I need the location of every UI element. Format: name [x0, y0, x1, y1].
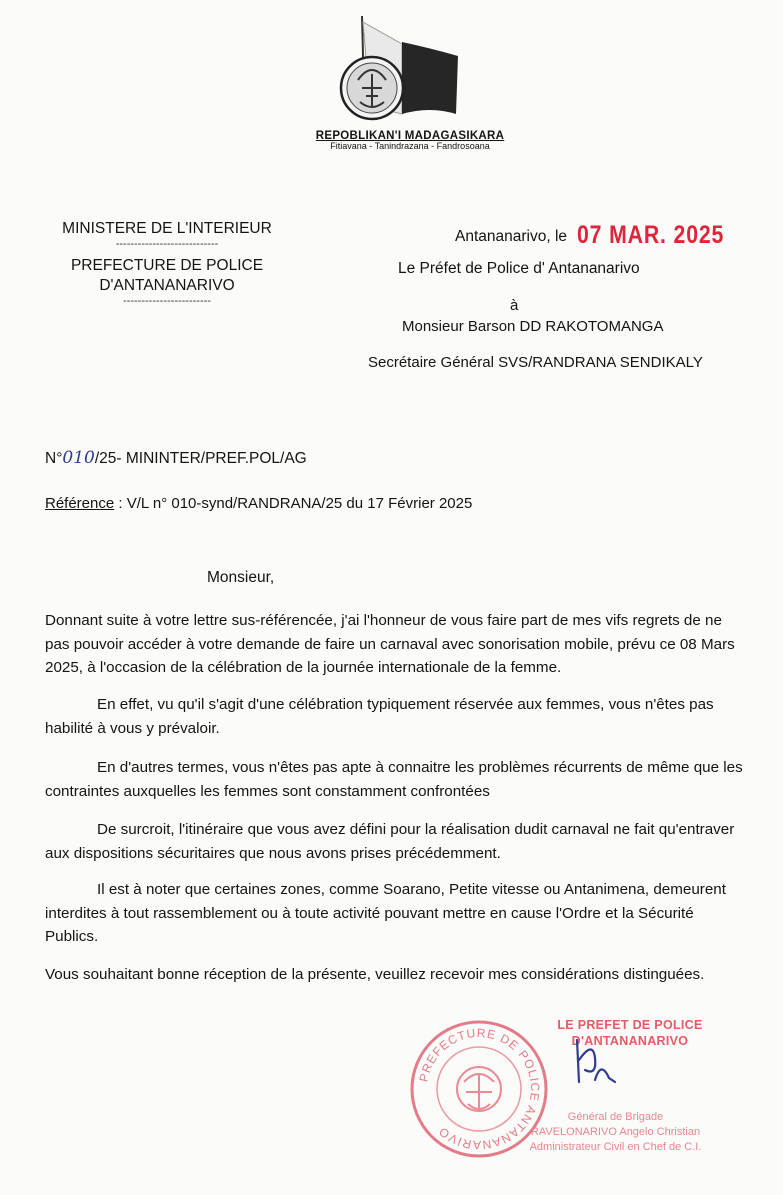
date-line — [455, 219, 751, 248]
prefecture-line1: PREFECTURE DE POLICE — [70, 257, 264, 274]
separator-dashes: ---------------------------- — [115, 238, 219, 250]
paragraph-2: En effet, vu qu'il s'agit d'une célébration typiquement réservée aux femmes, vous n'êtes pas habilité à vous y prévaloir. — [45, 696, 714, 737]
date-stamp: 07 MAR. 2025 — [577, 221, 725, 249]
republic-title — [260, 130, 560, 151]
issuer-block — [40, 219, 294, 307]
paragraph-5: Il est à noter que certaines zones, comme Soarano, Petite vitesse ou Antanimena, demeurent interdites à tout rassemblement ou à toute activité pouvant mettre en cause l'Ordre et la Sécurité Publics. — [45, 881, 726, 945]
reference-line — [45, 495, 472, 512]
date-place: Antananarivo, le — [455, 228, 568, 245]
reference-value: : V/L n° 010-synd/RANDRANA/25 du 17 Février 2025 — [114, 495, 473, 512]
letter-number — [45, 448, 307, 468]
salutation: Monsieur, — [207, 569, 275, 586]
reference-label: Référence — [45, 495, 115, 512]
closing-paragraph: Vous souhaitant bonne réception de la présente, veuillez recevoir mes considérations distinguées. — [45, 966, 705, 983]
stamp-ring-text: PREFECTURE DE POLICE ANTANANARIVO — [416, 1025, 543, 1153]
signatory-details — [503, 1110, 728, 1155]
number-suffix: /25- MININTER/PREF.POL/AG — [94, 450, 307, 467]
paragraph-1: Donnant suite à votre lettre sus-référencée, j'ai l'honneur de vous faire part de mes vifs regrets de ne pas pouvoir accéder à votre demande de faire un carnaval avec sonorisation mobile, prévu ce 08 Mars 2025, à l'occasion de la célébration de la journée internationale de la femme. — [45, 612, 735, 676]
country-name: REPOBLIKAN'I MADAGASIKARA — [315, 130, 505, 142]
signatory-title-line1: LE PREFET DE POLICE — [557, 1018, 703, 1032]
signatory-name: RAVELONARIVO Angelo Christian — [530, 1126, 701, 1138]
signatory-title-line2: D'ANTANANARIVO — [571, 1034, 689, 1048]
paragraph-4: De surcroit, l'itinéraire que vous avez défini pour la réalisation dudit carnaval ne fait qu'entraver aux dispositions sécuritaires que nous avons prises précédemment. — [45, 821, 735, 862]
separator-dashes-2: ------------------------ — [123, 295, 211, 307]
national-emblem — [330, 14, 470, 132]
recipient-prefix: à — [510, 297, 519, 314]
signatory-rank: Général de Brigade — [567, 1111, 664, 1123]
recipient-name: Monsieur Barson DD RAKOTOMANGA — [402, 318, 664, 335]
prefecture-line2: D'ANTANANARIVO — [99, 277, 235, 294]
handwritten-signature — [565, 1030, 625, 1090]
recipient-title: Secrétaire Général SVS/RANDRANA SENDIKALY — [368, 354, 703, 371]
signatory-role: Administrateur Civil en Chef de C.I. — [529, 1141, 702, 1153]
number-prefix: N° — [45, 450, 63, 467]
sender: Le Préfet de Police d' Antananarivo — [398, 260, 640, 277]
handwritten-number: 010 — [62, 448, 95, 468]
ministry-name: MINISTERE DE L'INTERIEUR — [62, 220, 272, 237]
paragraph-3: En d'autres termes, vous n'êtes pas apte à connaitre les problèmes récurrents de même que les contraintes auxquelles les femmes sont constamment confrontées — [45, 759, 743, 800]
country-motto: Fitiavana - Tanindrazana - Fandrosoana — [330, 141, 490, 151]
